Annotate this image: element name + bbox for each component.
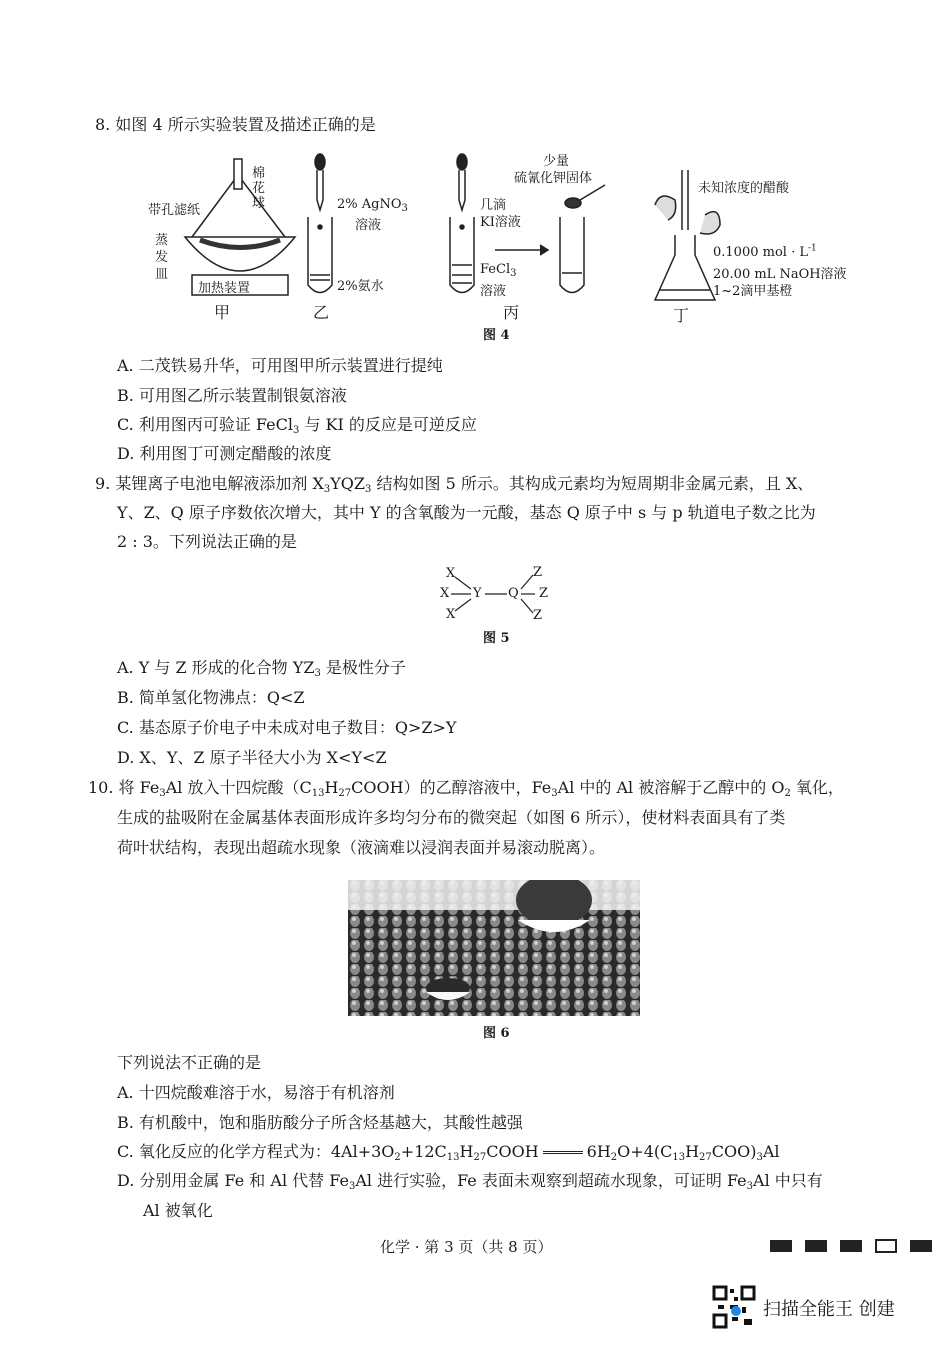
- atom-z-1: Z: [533, 565, 543, 580]
- footer-mark-4: [910, 1240, 932, 1252]
- q8-option-d: D. 利用图丁可测定醋酸的浓度: [117, 444, 332, 463]
- q8-stem: 8. 如图 4 所示实验装置及描述正确的是: [95, 115, 376, 134]
- q10-option-d-line1: D. 分别用金属 Fe 和 Al 代替 $Fe_3Al$ 进行实验，Fe 表面未观察到超疏水现象，可证明 $Fe_3Al$ 中只有: [117, 1171, 823, 1192]
- label-bing: 丙: [503, 303, 520, 322]
- q9-stem-line2: Y、Z、Q 原子序数依次增大，其中 Y 的含氧酸为一元酸，基态 Q 原子中 s 与 p 轨道电子数之比为: [117, 503, 816, 522]
- q10-option-c: C. 氧化反应的化学方程式为：$4Al+3O_2+12C_{13}H_{27}COOH$ $6H_2O+4(C_{13}H_{27}COO)_3Al$: [117, 1142, 780, 1163]
- atom-z-2: Z: [539, 586, 549, 601]
- footer-mark-empty: [875, 1239, 897, 1253]
- figure-6-surface-image: [348, 880, 640, 1016]
- q9-stem-line1: 9. 某锂离子电池电解液添加剂 $X_3YQZ_3$ 结构如图 5 所示。其构成元素均为短周期非金属元素，且 X、: [95, 474, 814, 495]
- q8-option-c: C. 利用图丙可验证 FeCl$_3$ 与 KI 的反应是可逆反应: [117, 415, 477, 436]
- label-naoh-conc: 0.1000 mol · $L^{-1}$: [713, 243, 817, 260]
- q9-option-c: C. 基态原子价电子中未成对电子数目：Q>Z>Y: [117, 718, 457, 737]
- atom-q: Q: [508, 586, 519, 601]
- watermark-text: 扫描全能王 创建: [763, 1299, 895, 1320]
- q10-prompt: 下列说法不正确的是: [117, 1053, 262, 1072]
- footer-mark-1: [770, 1240, 792, 1252]
- label-ki-drops: 几滴: [480, 198, 507, 213]
- label-kscn-small: 少量: [543, 154, 570, 169]
- figure-6-caption: 图 6: [483, 1026, 510, 1041]
- label-yi: 乙: [313, 303, 330, 322]
- label-agno3: 2% AgNO$_3$: [337, 197, 408, 214]
- atom-z-3: Z: [533, 608, 543, 623]
- q10-option-a: A. 十四烷酸难溶于水，易溶于有机溶剂: [117, 1083, 395, 1102]
- label-naoh-volume: 20.00 mL NaOH溶液: [713, 267, 847, 282]
- label-kscn-solid: 硫氰化钾固体: [514, 171, 593, 186]
- label-methyl-orange: 1~2滴甲基橙: [713, 284, 793, 299]
- atom-x-1: X: [446, 566, 456, 581]
- label-acetic-acid: 未知浓度的醋酸: [698, 181, 790, 196]
- figure-4-caption: 图 4: [483, 328, 510, 343]
- q8-option-a: A. 二茂铁易升华，可用图甲所示装置进行提纯: [117, 356, 443, 375]
- label-ammonia: 2%氨水: [337, 279, 384, 294]
- apparatus-jia: [185, 159, 295, 295]
- atom-y: Y: [473, 586, 482, 601]
- figure-5-caption: 图 5: [483, 631, 510, 646]
- label-ki-solution: KI溶液: [480, 215, 521, 230]
- footer-mark-2: [805, 1240, 827, 1252]
- qr-code-icon: [712, 1285, 756, 1329]
- q10-stem-line2: 生成的盐吸附在金属基体表面形成许多均匀分布的微突起（如图 6 所示），使材料表面具有了类: [117, 808, 786, 827]
- label-fecl3: FeCl$_3$: [480, 262, 517, 279]
- q8-option-b: B. 可用图乙所示装置制银氨溶液: [117, 386, 347, 405]
- label-filter-paper: 带孔滤纸: [148, 203, 201, 218]
- atom-x-2: X: [440, 586, 450, 601]
- q9-option-d: D. X、Y、Z 原子半径大小为 X<Y<Z: [117, 748, 387, 767]
- label-cotton: 棉 花 球: [252, 166, 266, 211]
- q9-option-b: B. 简单氢化物沸点：Q<Z: [117, 688, 305, 707]
- q9-option-a: A. Y 与 Z 形成的化合物 $YZ_3$ 是极性分子: [117, 658, 406, 679]
- q10-stem-line1: 10. 将 $Fe_3Al$ 放入十四烷酸$(C_{13}H_{27}COOH)$的乙醇溶液中，$Fe_3Al$ 中的 Al 被溶解于乙醇中的 $O_2$ 氧化，: [88, 778, 844, 799]
- label-jia: 甲: [214, 303, 231, 322]
- atom-x-3: X: [446, 607, 456, 622]
- page-footer: 化学 · 第 3 页（共 8 页）: [380, 1238, 553, 1256]
- q10-option-b: B. 有机酸中，饱和脂肪酸分子所含烃基越大，其酸性越强: [117, 1113, 523, 1132]
- label-heating-device: 加热装置: [198, 281, 251, 296]
- label-ding: 丁: [673, 306, 690, 325]
- apparatus-yi: [308, 154, 332, 293]
- label-fecl3-solution: 溶液: [480, 284, 507, 299]
- q10-stem-line3: 荷叶状结构，表现出超疏水现象（液滴难以浸润表面并易滚动脱离）。: [117, 838, 606, 857]
- label-evaporating-dish: 蒸 发 皿: [155, 233, 169, 282]
- footer-mark-3: [840, 1240, 862, 1252]
- q10-option-d-line2: Al 被氧化: [143, 1201, 213, 1220]
- q9-stem-line3: 2 : 3。下列说法正确的是: [117, 532, 297, 551]
- label-agno3-solution: 溶液: [355, 218, 382, 233]
